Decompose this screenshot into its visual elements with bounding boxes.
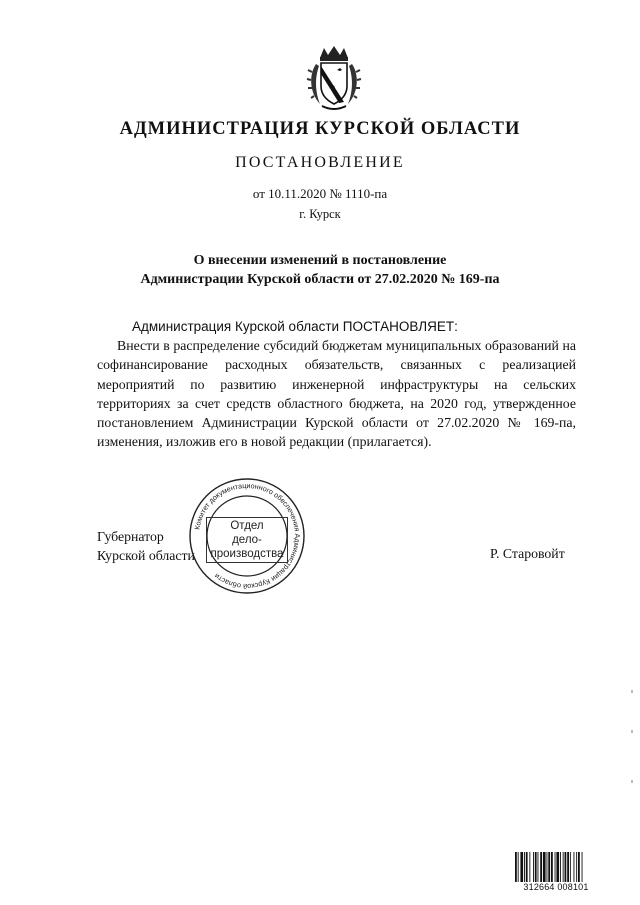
barcode-digits: 312664 008101 [514,882,598,892]
stamp-center-line-3: производства [210,548,284,560]
stamp-center-line-1: Отдел [230,520,264,532]
document-date-number: от 10.11.2020 № 1110-па [252,186,388,201]
stamp-center-line-2: дело- [232,534,262,546]
scan-mark [631,730,633,733]
organization-title: АДМИНИСТРАЦИЯ КУРСКОЙ ОБЛАСТИ [119,119,521,139]
stamp-center-box [206,517,289,563]
scan-mark [631,780,633,783]
document-subject [0,251,640,289]
stamp-ring-text: Комитет документационного обеспечения Администрации Курской области [192,480,303,592]
signer-title-line-1: Губернатор [97,529,164,544]
subject-line-2: Администрации Курской области от 27.02.2020 № 169-па [140,272,500,287]
signer-title [97,527,195,565]
signer-title-line-2: Курской области [97,548,195,563]
document-city: г. Курск [299,207,341,221]
subject-line-1: О внесении изменений в постановление [193,253,447,268]
signer-name: Р. Старовойт [490,546,565,561]
preamble: Администрация Курской области ПОСТАНОВЛЯЕТ: [132,319,458,334]
kursk-coat-of-arms-icon [306,44,362,112]
stamp-center [204,517,290,563]
document-type: ПОСТАНОВЛЕНИЕ [235,154,405,171]
body-paragraph: Внести в распределение субсидий бюджетам муниципальных образований на софинансирование расходных обязательств, связанных с реализацией мероприятий по развитию инженерной инфраструктуры на сельских территориях за счет средств областного бюджета, на 2020 год, утвержденное постановлением Администрации Курской области от 27.02.2020 № 169-па, изменения, изложив его в новой редакции (прилагается). [97,338,576,450]
scan-mark [631,690,633,693]
